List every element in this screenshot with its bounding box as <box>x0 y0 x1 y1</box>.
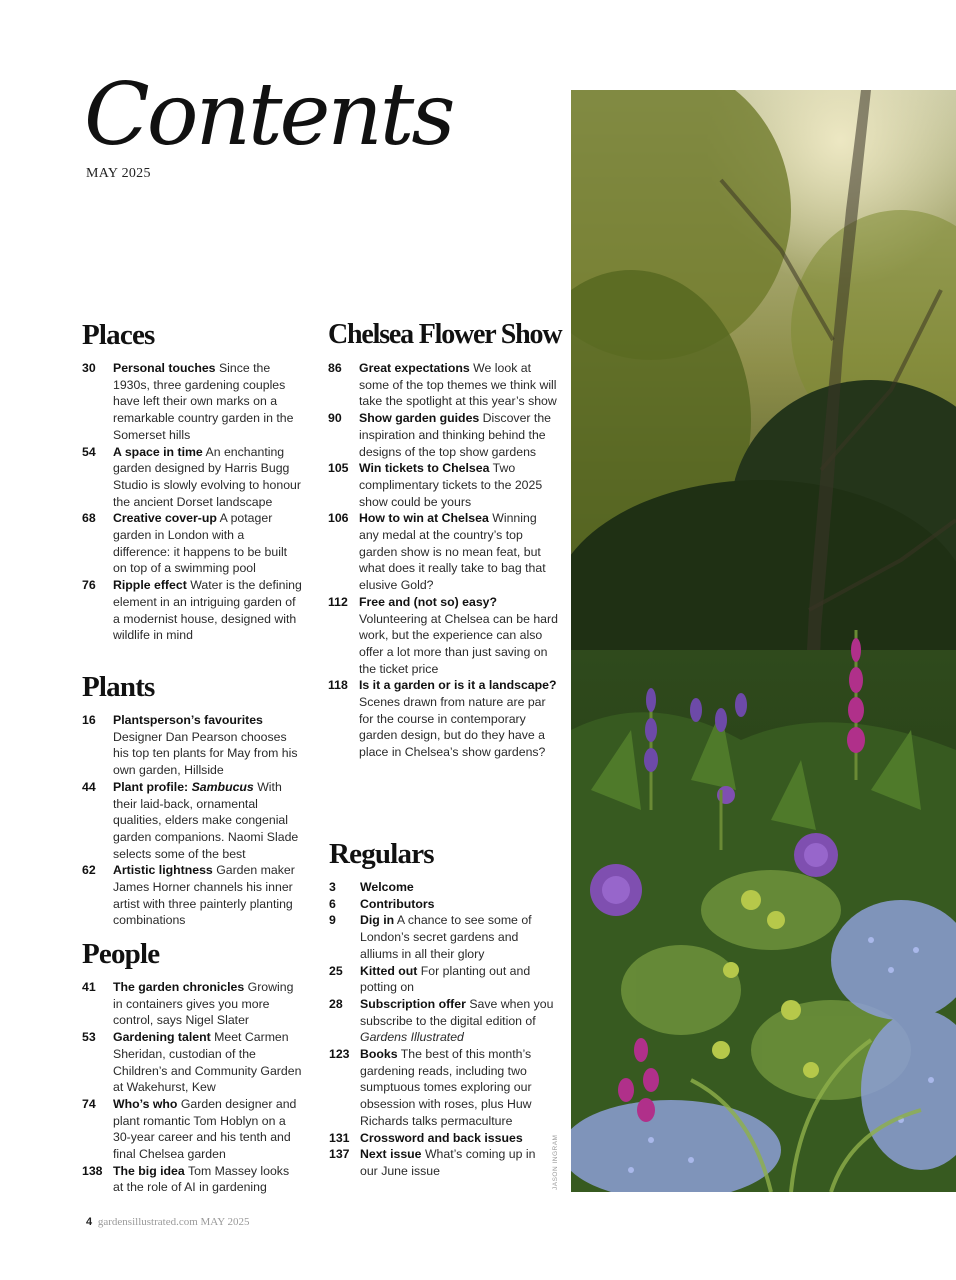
item-description: What’s coming up in our June issue <box>360 1147 536 1178</box>
section-heading: Plants <box>82 671 155 703</box>
item-page-number: 9 <box>329 913 336 928</box>
list-item <box>329 896 555 913</box>
list-item <box>328 677 558 761</box>
list-item <box>328 460 558 510</box>
item-text <box>360 1146 555 1179</box>
item-title: Free and (not so) easy? <box>359 594 498 609</box>
item-page-number: 28 <box>329 996 343 1011</box>
item-text <box>113 862 302 929</box>
item-title: Next issue <box>360 1147 422 1162</box>
item-description: Volunteering at Chelsea can be hard work, but the experience can also offer a lot more than just saving on the ticket price <box>359 611 558 676</box>
item-description: For planting out and potting on <box>360 963 531 995</box>
item-list <box>329 879 555 1180</box>
item-list <box>82 979 302 1196</box>
item-description: Scenes drawn from nature are par for the course in contemporary garden design, but do they have a place in Chelsea’s show gardens? <box>359 695 546 760</box>
item-page-number: 54 <box>82 444 96 459</box>
item-page-number: 90 <box>328 411 342 426</box>
section-people <box>82 939 302 1196</box>
item-title: The big idea <box>113 1163 185 1178</box>
item-text <box>113 712 302 779</box>
item-page-number: 44 <box>82 779 96 794</box>
page-number: 4 <box>86 1216 93 1228</box>
item-page-number: 53 <box>82 1030 96 1045</box>
item-title: Dig in <box>360 913 395 928</box>
list-item <box>329 1046 555 1130</box>
item-description: Garden designer and plant romantic Tom Hoblyn on a 30-year career and his tenth and final Chelsea garden <box>113 1096 297 1162</box>
garden-photo <box>571 90 956 1192</box>
section-regulars <box>329 839 555 1180</box>
section-places <box>82 320 302 644</box>
item-page-number: 137 <box>329 1147 350 1162</box>
item-title: Plant profile: <box>113 779 189 794</box>
item-title: A space in time <box>113 444 203 459</box>
item-description: Since the 1930s, three gardening couples have left their own marks on a remarkable country garden in the Somerset hills <box>113 361 294 442</box>
item-text <box>360 1130 555 1147</box>
item-description: A potager garden in London with a difference: it happens to be built on top of a swimming pool <box>113 511 288 576</box>
item-title: Contributors <box>360 896 435 911</box>
item-text <box>360 896 555 913</box>
item-description: Garden maker James Horner channels his inner artist with three painterly planting combinations <box>113 863 295 928</box>
section-heading: Places <box>82 319 155 351</box>
garden-photo-illustration <box>571 90 956 1192</box>
item-page-number: 16 <box>82 713 96 727</box>
item-title: Is it a garden or is it a landscape? <box>359 678 557 693</box>
list-item <box>82 577 302 644</box>
item-text <box>359 360 558 410</box>
item-title-italic: Sambucus <box>191 779 254 794</box>
item-description: An enchanting garden designed by Harris Bugg Studio is slowly evolving to honour the ancient Dorset landscape <box>113 444 301 509</box>
item-title: Plantsperson’s favourites <box>113 713 263 727</box>
list-item <box>329 963 555 996</box>
item-description: Discover the inspiration and thinking behind the designs of the top show gardens <box>359 411 552 459</box>
item-title: How to win at Chelsea <box>359 511 489 526</box>
item-list <box>82 712 302 929</box>
list-item <box>82 510 302 577</box>
list-item <box>329 1130 555 1147</box>
item-title: Show garden guides <box>359 411 480 426</box>
item-page-number: 62 <box>82 863 96 878</box>
item-text <box>113 510 302 577</box>
list-item <box>82 444 302 511</box>
item-page-number: 131 <box>329 1130 350 1145</box>
item-page-number: 138 <box>82 1163 103 1178</box>
item-title: The garden chronicles <box>113 980 245 994</box>
item-description: Water is the defining element in an intriguing garden of a modernist house, designed with wildlife in mind <box>113 578 302 643</box>
item-page-number: 68 <box>82 511 96 526</box>
item-page-number: 30 <box>82 361 96 375</box>
item-description: Meet Carmen Sheridan, custodian of the Children’s and Community Garden at Wakehurst, Kew <box>113 1030 302 1095</box>
list-item <box>329 996 555 1046</box>
footer-issue: MAY 2025 <box>200 1216 250 1228</box>
item-description: Winning any medal at the country’s top garden show is no mean feat, but what does it really take to bag that elusive Gold? <box>359 511 546 593</box>
item-title: Crossword and back issues <box>360 1130 523 1145</box>
section-chelsea-flower-show <box>328 319 562 761</box>
list-item <box>328 510 558 594</box>
item-page-number: 106 <box>328 511 349 526</box>
section-heading: Regulars <box>329 838 434 870</box>
section-plants <box>82 672 302 929</box>
item-description-italic: Gardens Illustrated <box>360 1030 464 1045</box>
item-list <box>82 360 302 644</box>
list-item <box>82 712 302 779</box>
item-title: Ripple effect <box>113 578 187 593</box>
item-title: Creative cover-up <box>113 511 217 526</box>
item-text <box>360 879 555 896</box>
item-title: Kitted out <box>360 963 418 978</box>
item-description: With their laid-back, ornamental qualities, elders make congenial garden companions. Naomi Slade selects some of the best <box>113 779 299 861</box>
item-text <box>113 577 302 644</box>
item-text <box>359 460 558 510</box>
list-item <box>82 360 302 444</box>
item-list <box>328 360 558 761</box>
item-text <box>113 1096 302 1163</box>
page-footer <box>86 1216 250 1228</box>
item-page-number: 41 <box>82 980 96 994</box>
list-item <box>82 979 302 1029</box>
list-item <box>329 912 555 962</box>
item-text <box>360 996 555 1046</box>
item-text <box>360 963 555 996</box>
item-title: Subscription offer <box>360 996 466 1011</box>
item-text <box>113 360 302 444</box>
item-text <box>113 444 302 511</box>
section-heading: People <box>82 938 160 970</box>
item-description: We look at some of the top themes we think will take the spotlight at this year’s show <box>359 361 557 409</box>
item-page-number: 123 <box>329 1047 350 1062</box>
item-title: Personal touches <box>113 361 216 375</box>
issue-date: MAY 2025 <box>86 166 151 181</box>
item-title: Books <box>360 1047 398 1062</box>
list-item <box>82 1096 302 1163</box>
footer-site: gardensillustrated.com <box>97 1216 198 1228</box>
item-description: A chance to see some of London’s secret gardens and alliums in all their glory <box>360 913 532 961</box>
item-description: Save when you subscribe to the digital edition of <box>360 996 554 1028</box>
item-page-number: 74 <box>82 1096 96 1111</box>
item-description: Growing in containers gives you more control, says Nigel Slater <box>113 980 294 1028</box>
item-page-number: 105 <box>328 461 349 476</box>
item-text <box>113 779 302 863</box>
item-page-number: 86 <box>328 361 342 375</box>
item-text <box>359 510 558 594</box>
item-text <box>113 1163 302 1196</box>
item-page-number: 25 <box>329 963 343 978</box>
item-text <box>113 1029 302 1096</box>
item-description: Designer Dan Pearson chooses his top ten plants for May from his own garden, Hillside <box>113 729 298 778</box>
item-page-number: 6 <box>329 896 336 911</box>
item-text <box>359 677 558 761</box>
item-page-number: 3 <box>329 880 336 894</box>
list-item <box>328 594 558 678</box>
item-text <box>359 410 558 460</box>
item-title: Welcome <box>360 880 414 894</box>
list-item <box>82 1029 302 1096</box>
list-item <box>328 360 558 410</box>
list-item <box>328 410 558 460</box>
item-title: Who’s who <box>113 1096 178 1111</box>
list-item <box>82 1163 302 1196</box>
item-text <box>113 979 302 1029</box>
item-page-number: 76 <box>82 578 96 593</box>
item-text <box>360 1046 555 1130</box>
item-description: The best of this month’s gardening reads, including two sumptuous tomes exploring our obsession with roses, plus Huw Richards talks permaculture <box>360 1047 532 1128</box>
item-title: Great expectations <box>359 361 470 375</box>
item-text <box>360 912 555 962</box>
section-heading: Chelsea Flower Show <box>328 319 562 350</box>
photo-credit: JASON INGRAM <box>552 1134 559 1190</box>
item-text <box>359 594 558 678</box>
list-item <box>329 1146 555 1179</box>
page-title: Contents <box>84 65 453 165</box>
list-item <box>329 879 555 896</box>
list-item <box>82 862 302 929</box>
item-title: Gardening talent <box>113 1030 211 1045</box>
list-item <box>82 779 302 863</box>
item-title: Artistic lightness <box>113 863 213 878</box>
item-title: Win tickets to Chelsea <box>359 461 490 476</box>
item-description: Tom Massey looks at the role of AI in gardening <box>113 1163 290 1195</box>
item-page-number: 118 <box>328 678 348 693</box>
item-page-number: 112 <box>328 594 348 609</box>
item-description: Two complimentary tickets to the 2025 show could be yours <box>359 461 543 509</box>
